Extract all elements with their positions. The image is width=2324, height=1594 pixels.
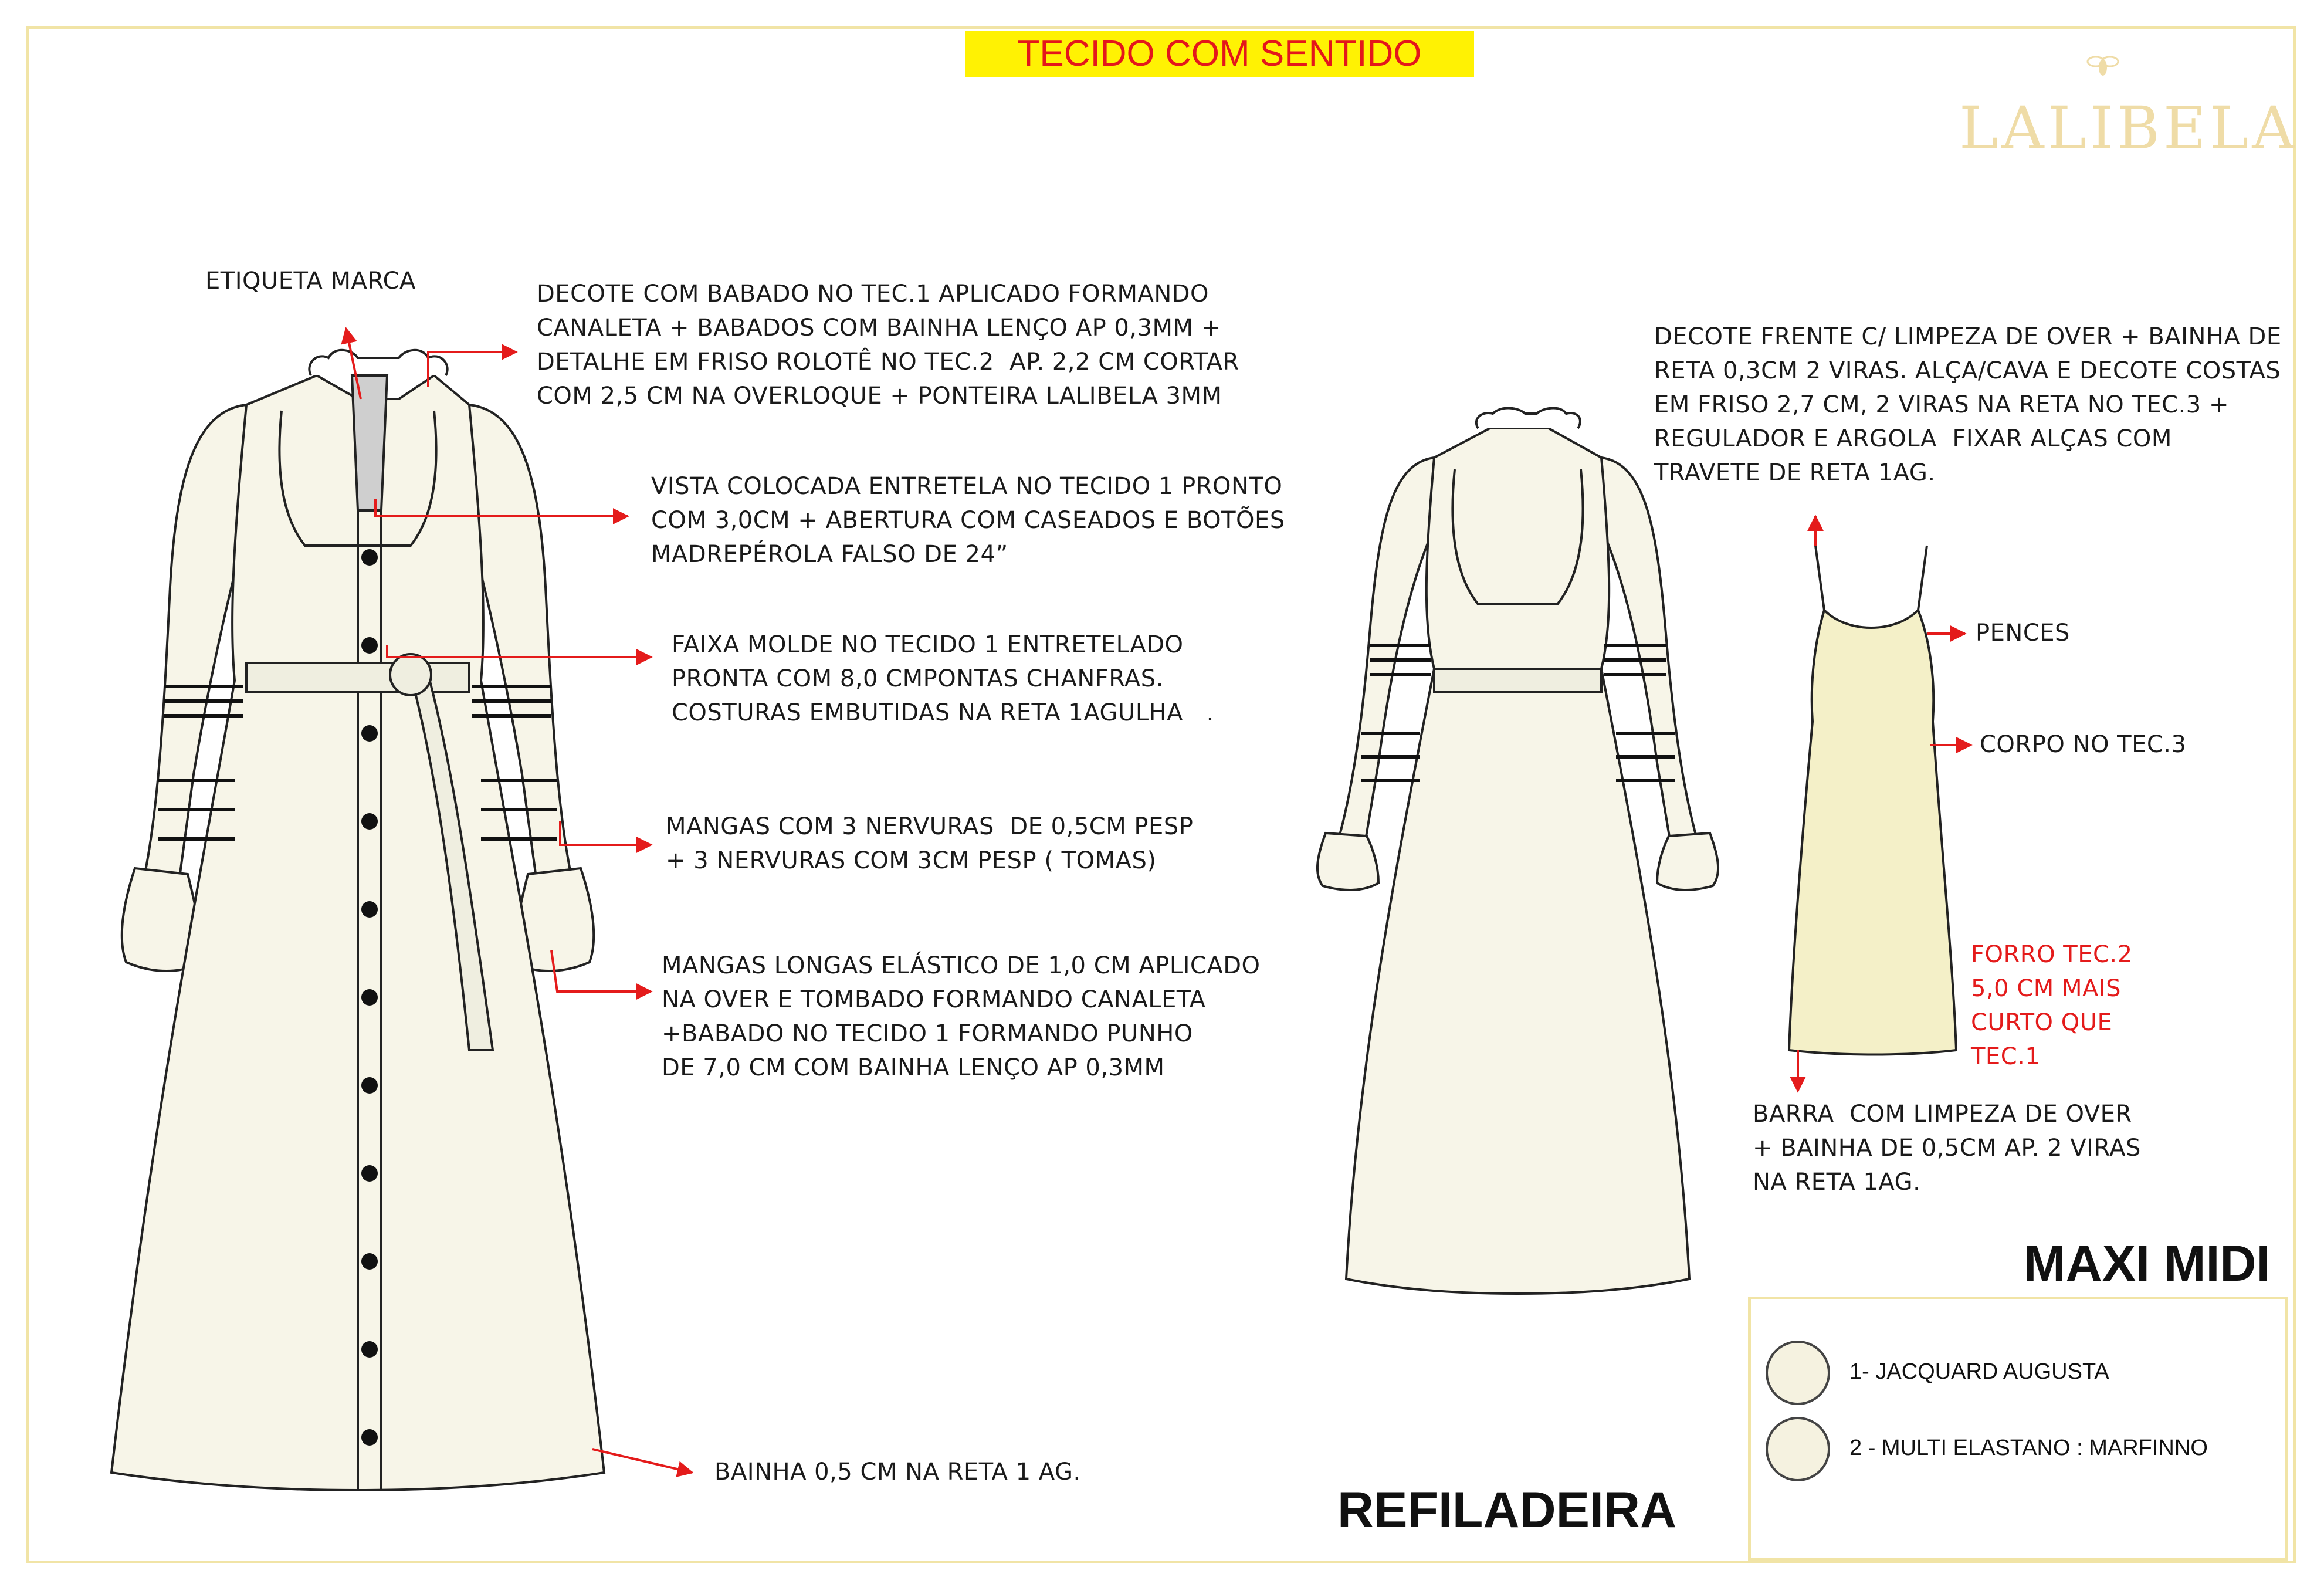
slip-lining	[1789, 546, 1956, 1055]
note-belt: FAIXA MOLDE NO TECIDO 1 ENTRETELADO PRONTA COM 8,0 CMPONTAS CHANFRAS. COSTURAS EMBUTIDAS NA RETA 1AGULHA .	[672, 631, 1214, 726]
note-hem: BAINHA 0,5 CM NA RETA 1 AG.	[714, 1458, 1081, 1485]
note-sleeve-tucks: MANGAS COM 3 NERVURAS DE 0,5CM PESP + 3 NERVURAS COM 3CM PESP ( TOMAS)	[666, 813, 1194, 874]
note-neckline: DECOTE COM BABADO NO TEC.1 APLICADO FORMANDO CANALETA + BABADOS COM BAINHA LENÇO AP 0,3MM + DETALHE EM FRISO ROLOTÊ NO TEC.2 AP. 2,2 CM CORTAR COM 2,5 CM NA OVERLOQUE + PONTEIRA LALIBELA 3MM	[537, 280, 1239, 410]
main-dress	[111, 350, 604, 1490]
fabric-legend	[1748, 1297, 2288, 1561]
label-refiladeira: REFILADEIRA	[1337, 1482, 1677, 1538]
note-hem-finish: BARRA COM LIMPEZA DE OVER + BAINHA DE 0,5CM AP. 2 VIRAS NA RETA 1AG.	[1753, 1101, 2141, 1196]
fabric-direction-banner: TECIDO COM SENTIDO	[965, 31, 1474, 77]
note-brand-label: ETIQUETA MARCA	[205, 268, 416, 295]
brand-logo: LALIBELA	[1959, 94, 2298, 163]
fabric-swatch-2	[1766, 1417, 1830, 1481]
note-body-fabric: CORPO NO TEC.3	[1980, 731, 2187, 758]
note-long-sleeves: MANGAS LONGAS ELÁSTICO DE 1,0 CM APLICADO NA OVER E TOMBADO FORMANDO CANALETA +BABADO NO TECIDO 1 FORMANDO PUNHO DE 7,0 CM COM BAINHA LENÇO AP 0,3MM	[662, 952, 1261, 1081]
fabric-label-1: 1- JACQUARD AUGUSTA	[1849, 1359, 2109, 1384]
note-front-neckline: DECOTE FRENTE C/ LIMPEZA DE OVER + BAINHA DE RETA 0,3CM 2 VIRAS. ALÇA/CAVA E DECOTE COSTAS EM FRISO 2,7 CM, 2 VIRAS NA RETA NO TEC.3 + REGULADOR E ARGOLA FIXAR ALÇAS COM TRAVETE DE RETA 1AG.	[1654, 323, 2282, 486]
refiladeira-dress	[1317, 408, 1718, 1294]
note-placket: VISTA COLOCADA ENTRETELA NO TECIDO 1 PRONTO COM 3,0CM + ABERTURA COM CASEADOS E BOTÕES MADREPÉROLA FALSO DE 24”	[651, 473, 1285, 568]
fabric-label-2: 2 - MULTI ELASTANO : MARFINNO	[1849, 1436, 2208, 1460]
note-darts: PENCES	[1976, 620, 2070, 647]
note-lining: FORRO TEC.2 5,0 CM MAIS CURTO QUE TEC.1	[1971, 941, 2133, 1070]
label-maxi-midi: MAXI MIDI	[2024, 1236, 2271, 1292]
fabric-swatch-1	[1766, 1341, 1830, 1405]
